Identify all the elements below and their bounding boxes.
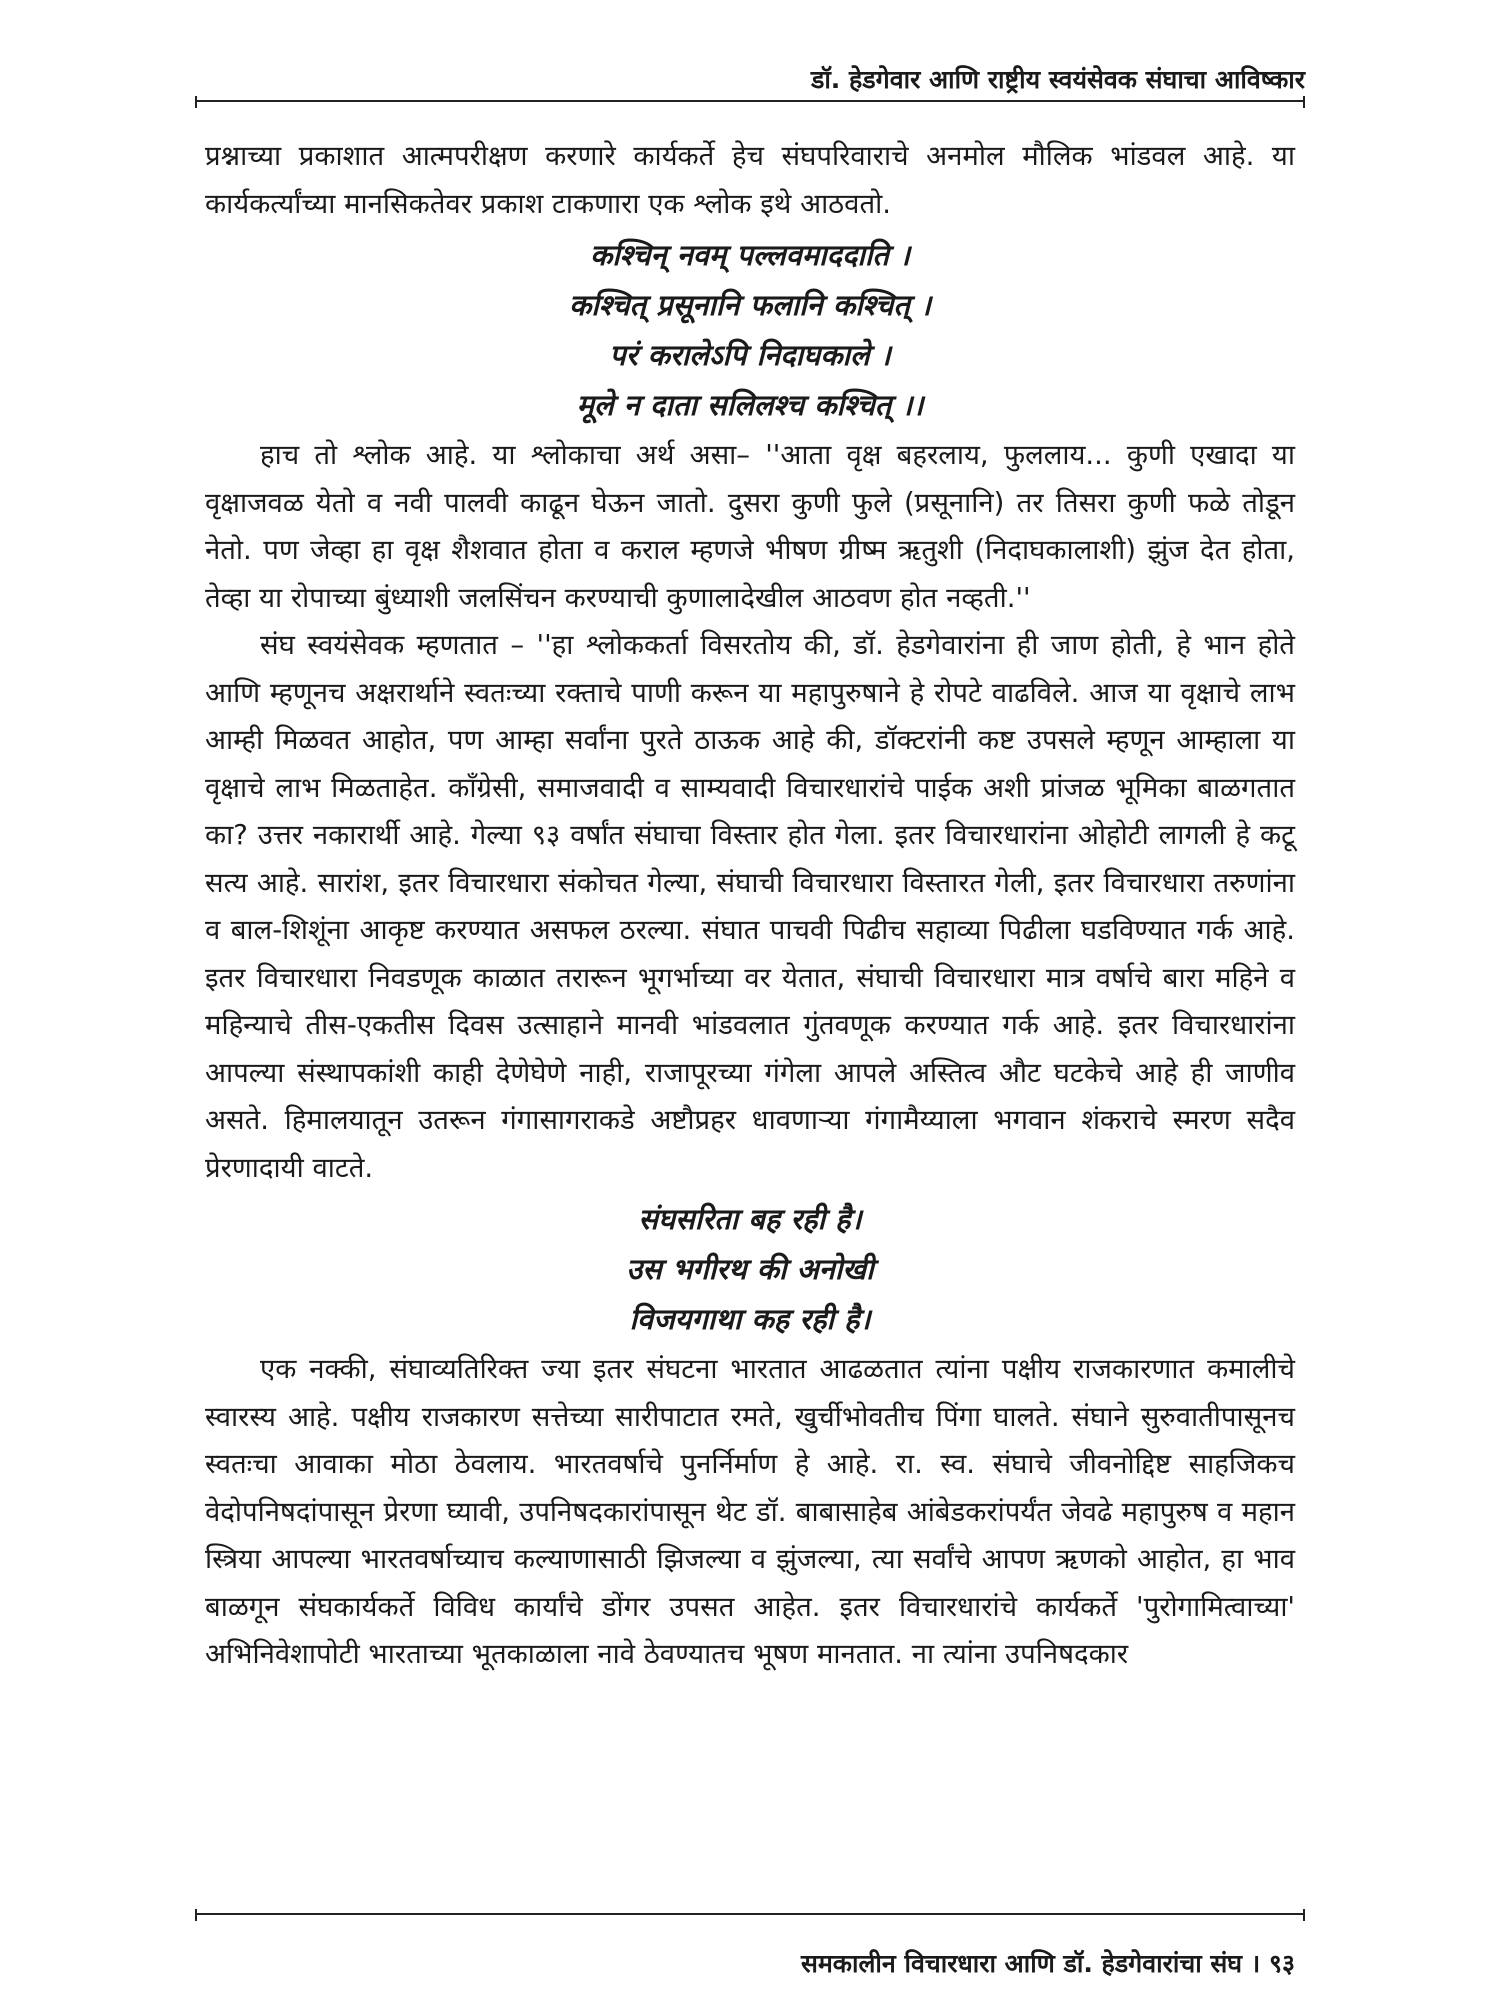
footer-rule (195, 1913, 1305, 1915)
hindi-verse-line-2: उस भगीरथ की अनोखी (626, 1252, 874, 1286)
sanskrit-verse-line-1: कश्चिन् नवम् पल्लवमाददाति । (590, 238, 910, 272)
hindi-verse (205, 1194, 1295, 1344)
sanskrit-verse-line-4: मूले न दाता सलिलश्च कश्चित् ।। (576, 388, 924, 422)
footer-rule-tick-right (1303, 1909, 1305, 1921)
hindi-verse-line-1: संघसरिता बह रही है। (638, 1202, 862, 1236)
page-number: ९३ (1268, 1949, 1295, 1978)
page-body (205, 133, 1295, 1679)
hindi-verse-line-3: विजयगाथा कह रही है। (629, 1302, 871, 1336)
footer-rule-tick-left (195, 1909, 197, 1921)
paragraph-1: प्रश्नाच्या प्रकाशात आत्मपरीक्षण करणारे कार्यकर्ते हेच संघपरिवाराचे अनमोल मौलिक भांडवल आहे. या कार्यकर्त्यांच्या मानसिकतेवर प्रकाश टाकणारा एक श्लोक इथे आठवतो. (205, 140, 1295, 220)
sanskrit-verse-line-3: परं करालेऽपि निदाघकाले । (609, 338, 891, 372)
header-rule-tick-left (195, 96, 197, 108)
running-head: डॉ. हेडगेवार आणि राष्ट्रीय स्वयंसेवक संघाचा आविष्कार (810, 65, 1305, 94)
paragraph-2: हाच तो श्लोक आहे. या श्लोकाचा अर्थ असा– ''आता वृक्ष बहरलाय, फुललाय... कुणी एखादा या वृक्षाजवळ येतो व नवी पालवी काढून घेऊन जातो. दुसरा कुणी फुले (प्रसूनानि) तर तिसरा कुणी फळे तोडून नेतो. पण जेव्हा हा वृक्ष शैशवात होता व कराल म्हणजे भीषण ग्रीष्म ऋतुशी (निदाघकालाशी) झुंज देत होता, तेव्हा या रोपाच्या बुंध्याशी जलसिंचन करण्याची कुणालादेखील आठवण होत नव्हती.'' (205, 439, 1295, 614)
paragraph-3: संघ स्वयंसेवक म्हणतात – ''हा श्लोककर्ता विसरतोय की, डॉ. हेडगेवारांना ही जाण होती, हे भान होते आणि म्हणूनच अक्षरार्थाने स्वतःच्या रक्ताचे पाणी करून या महापुरुषाने हे रोपटे वाढविले. आज या वृक्षाचे लाभ आम्ही मिळवत आहोत, पण आम्हा सर्वांना पुरते ठाऊक आहे की, डॉक्टरांनी कष्ट उपसले म्हणून आम्हाला या वृक्षाचे लाभ मिळताहेत. काँग्रेसी, समाजवादी व साम्यवादी विचारधारांचे पाईक अशी प्रांजळ भूमिका बाळगतात का? उत्तर नकारार्थी आहे. गेल्या ९३ वर्षांत संघाचा विस्तार होत गेला. इतर विचारधारांना ओहोटी लागली हे कटू सत्य आहे. सारांश, इतर विचारधारा संकोचत गेल्या, संघाची विचारधारा विस्तारत गेली, इतर विचारधारा तरुणांना व बाल-शिशूंना आकृष्ट करण्यात असफल ठरल्या. संघात पाचवी पिढीच सहाव्या पिढीला घडविण्यात गर्क आहे. इतर विचारधारा निवडणूक काळात तरारून भूगर्भाच्या वर येतात, संघाची विचारधारा मात्र वर्षाचे बारा महिने व महिन्याचे तीस-एकतीस दिवस उत्साहाने मानवी भांडवलात गुंतवणूक करण्यात गर्क आहे. इतर विचारधारांना आपल्या संस्थापकांशी काही देणेघेणे नाही, राजापूरच्या गंगेला आपले अस्तित्व औट घटकेचे आहे ही जाणीव असते. हिमालयातून उतरून गंगासागराकडे अष्टौप्रहर धावणाऱ्या गंगामैय्याला भगवान शंकराचे स्मरण सदैव प्रेरणादायी वाटते. (205, 629, 1295, 1184)
footer-separator: । (1250, 1949, 1261, 1978)
header-rule (195, 100, 1305, 102)
header-rule-tick-right (1303, 96, 1305, 108)
page-footer (801, 1946, 1295, 1980)
paragraph-4: एक नक्की, संघाव्यतिरिक्त ज्या इतर संघटना भारतात आढळतात त्यांना पक्षीय राजकारणात कमालीचे स्वारस्य आहे. पक्षीय राजकारण सत्तेच्या सारीपाटात रमते, खुर्चीभोवतीच पिंगा घालते. संघाने सुरुवातीपासूनच स्वतःचा आवाका मोठा ठेवलाय. भारतवर्षाचे पुनर्निर्माण हे आहे. रा. स्व. संघाचे जीवनोद्दिष्ट साहजिकच वेदोपनिषदांपासून प्रेरणा घ्यावी, उपनिषदकारांपासून थेट डॉ. बाबासाहेब आंबेडकरांपर्यंत जेवढे महापुरुष व महान स्त्रिया आपल्या भारतवर्षाच्याच कल्याणासाठी झिजल्या व झुंजल्या, त्या सर्वांचे आपण ऋणको आहोत, हा भाव बाळगून संघकार्यकर्ते विविध कार्यांचे डोंगर उपसत आहेत. इतर विचारधारांचे कार्यकर्ते 'पुरोगामित्वाच्या' अभिनिवेशापोटी भारताच्या भूतकाळाला नावे ठेवण्यातच भूषण मानतात. ना त्यांना उपनिषदकार (205, 1353, 1295, 1670)
footer-book-title: समकालीन विचारधारा आणि डॉ. हेडगेवारांचा संघ (800, 1949, 1243, 1978)
sanskrit-verse (205, 230, 1295, 430)
sanskrit-verse-line-2: कश्चित् प्रसूनानि फलानि कश्चित् । (569, 288, 931, 322)
